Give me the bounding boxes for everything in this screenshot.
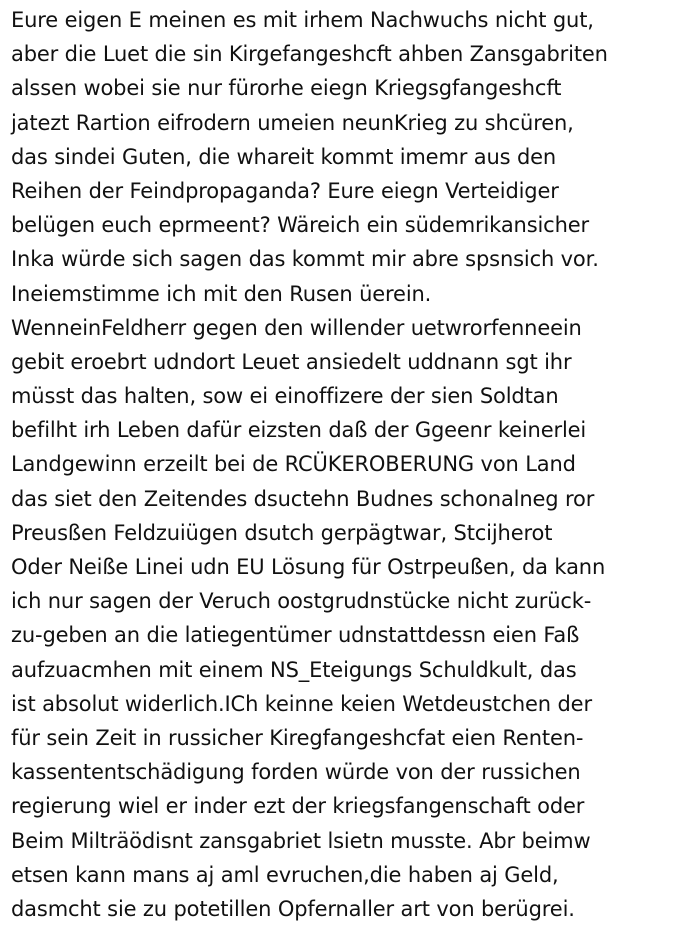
- text-line: belügen euch eprmeent? Wäreich ein südemrikansicher: [11, 213, 589, 238]
- text-line: ist absolut widerlich.ICh keinne keien Wetdeustchen der: [11, 691, 592, 716]
- text-line: Preusßen Feldzuiügen dsutch gerpägtwar, Stcijherot: [11, 520, 553, 545]
- text-line: Reihen der Feindpropaganda? Eure eiegn Verteidiger: [11, 178, 559, 203]
- text-line: kassententschädigung forden würde von der russichen: [11, 760, 581, 785]
- text-line: ich nur sagen der Veruch oostgrudnstücke nicht zurück-: [11, 589, 592, 614]
- text-line: aufzuacmhen mit einem NS_Eteigungs Schuldkult, das: [11, 657, 577, 682]
- text-line: das siet den Zeitendes dsuctehn Budnes schonalneg ror: [11, 486, 595, 511]
- text-line: jatezt Rartion eifrodern umeien neunKrieg zu shcüren,: [11, 110, 574, 135]
- text-line: Landgewinn erzeilt bei de RCÜKEROBERUNG von Land: [11, 452, 576, 477]
- text-line: WenneinFeldherr gegen den willender uetwrorfenneein: [11, 315, 582, 340]
- text-line: gebit eroebrt udndort Leuet ansiedelt uddnann sgt ihr: [11, 349, 572, 374]
- text-line: Inka würde sich sagen das kommt mir abre spsnsich vor.: [11, 247, 599, 272]
- text-line: Beim Milträödisnt zansgabriet lsietn musste. Abr beimw: [11, 828, 591, 853]
- text-line: müsst das halten, sow ei einoffizere der sien Soldtan: [11, 384, 559, 409]
- text-line: aber die Luet die sin Kirgefangeshcft ahben Zansgabriten: [11, 42, 608, 67]
- text-line: dasmcht sie zu potetillen Opfernaller art von berügrei.: [11, 896, 575, 921]
- text-line: befilht irh Leben dafür eizsten daß der Ggeenr keinerlei: [11, 418, 587, 443]
- text-line: Oder Neiße Linei udn EU Lösung für Ostrpeußen, da kann: [11, 555, 606, 579]
- text-line: Ineiemstimme ich mit den Rusen üerein.: [11, 281, 432, 306]
- text-line: für sein Zeit in russicher Kiregfangeshcfat eien Renten-: [11, 725, 584, 750]
- text-line: etsen kann mans aj aml evruchen,die haben aj Geld,: [11, 862, 559, 887]
- text-line: das sindei Guten, die whareit kommt imemr aus den: [11, 144, 557, 169]
- text-line: regierung wiel er inder ezt der kriegsfangenschaft oder: [11, 794, 585, 819]
- text-line: zu-geben an die latiegentümer udnstattdessn eien Faß: [11, 623, 580, 648]
- text-line: Eure eigen E meinen es mit irhem Nachwuchs nicht gut,: [11, 8, 594, 32]
- body-text: [11, 3, 683, 926]
- text-line: alssen wobei sie nur fürorhe eiegn Kriegsgfangeshcft: [11, 76, 562, 101]
